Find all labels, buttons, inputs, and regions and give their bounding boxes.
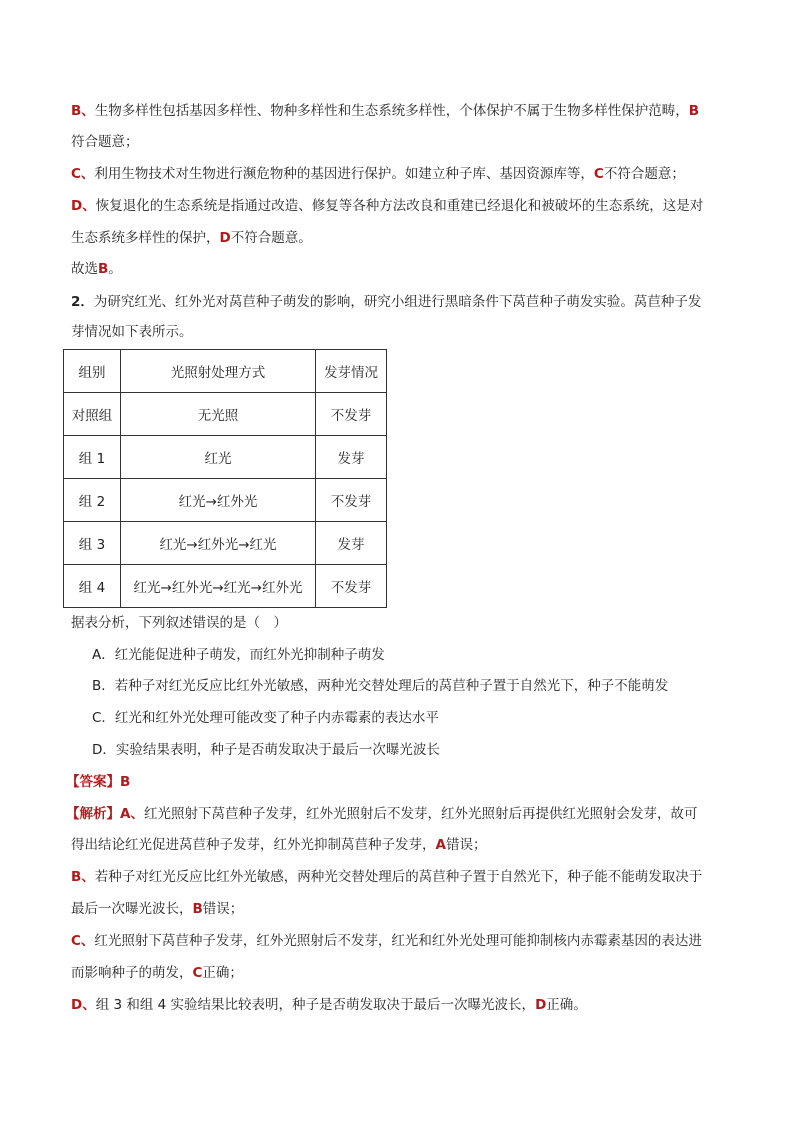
analysis-a-text-cont: 得出结论红光促进莴苣种子发芽，红外光抑制莴苣种子发芽， — [71, 837, 436, 853]
option-d-prefix: D、 — [71, 198, 96, 214]
analysis-a-prefix: A、 — [120, 806, 144, 822]
choice-d — [92, 740, 440, 760]
option-d-letter: D — [219, 230, 231, 246]
question-text: 为研究红光、红外光对莴苣种子萌发的影响，研究小组进行黑暗条件下莴苣种子萌发实验。莴苣种子发 — [93, 294, 702, 310]
choice-b-text: B．若种子对红光反应比红外光敏感，两种光交替处理后的莴苣种子置于自然光下，种子不能萌发 — [92, 678, 669, 694]
table-cell: 组 2 — [64, 479, 121, 522]
analysis-a-letter: A — [435, 837, 446, 853]
question-text-cont: 芽情况如下表所示。 — [71, 324, 193, 340]
analysis-a-text: 红光照射下莴苣种子发芽，红外光照射后不发芽，红外光照射后再提供红光照射会发芽，故可 — [143, 806, 698, 822]
analysis-label: 【解析】 — [66, 806, 120, 822]
option-b-conclusion: 符合题意； — [71, 134, 139, 150]
analysis-c-line1 — [71, 931, 702, 951]
table-cell: 无光照 — [121, 393, 316, 436]
analysis-c-verdict: 正确； — [202, 965, 243, 981]
option-c-conclusion: 不符合题意； — [603, 166, 685, 182]
choice-c — [92, 708, 439, 728]
table-cell: 红光→红外光→红光→红外光 — [121, 565, 316, 608]
table-row — [64, 436, 387, 479]
analysis-b-text: 若种子对红光反应比红外光敏感，两种光交替处理后的莴苣种子置于自然光下，种子能不能萌发取决于 — [94, 869, 703, 885]
analysis-d-verdict: 正确。 — [546, 997, 587, 1013]
analysis-c-prefix: C、 — [71, 933, 95, 949]
choice-a — [92, 645, 385, 665]
table-cell: 组 1 — [64, 436, 121, 479]
table-cell: 发芽 — [316, 436, 387, 479]
choice-d-text: D．实验结果表明，种子是否萌发取决于最后一次曝光波长 — [92, 742, 440, 758]
option-c-explanation — [71, 164, 685, 184]
choose-text: 故选 — [71, 261, 98, 277]
answer-label: 【答案】 — [66, 774, 120, 790]
analysis-d-text: 组 3 和组 4 实验结果比较表明，种子是否萌发取决于最后一次曝光波长， — [95, 997, 536, 1013]
table-cell: 红光→红外光 — [121, 479, 316, 522]
analysis-d-prefix: D、 — [71, 997, 96, 1013]
option-c-prefix: C、 — [71, 166, 95, 182]
analysis-b-verdict: 错误； — [202, 901, 244, 917]
answer-value: B — [120, 774, 131, 790]
question-number: 2． — [71, 294, 94, 310]
question-line2 — [71, 322, 193, 342]
question-stem — [71, 613, 287, 633]
option-b-explanation-line1 — [71, 101, 699, 121]
table-cell: 不发芽 — [316, 393, 387, 436]
analysis-d-letter: D — [535, 997, 547, 1013]
option-d-text: 恢复退化的生态系统是指通过改造、修复等各种方法改良和重建已经退化和被破坏的生态系统，这是对 — [95, 198, 704, 214]
analysis-c-letter: C — [192, 965, 203, 981]
germination-table — [63, 349, 387, 608]
option-b-prefix: B、 — [71, 103, 95, 119]
table-cell: 组 4 — [64, 565, 121, 608]
analysis-a-verdict: 错误； — [445, 837, 487, 853]
analysis-c-text-cont: 而影响种子的萌发， — [71, 965, 193, 981]
table-header-row — [64, 350, 387, 393]
table-cell: 组 3 — [64, 522, 121, 565]
choice-c-text: C．红光和红外光处理可能改变了种子内赤霉素的表达水平 — [92, 710, 439, 726]
choose-line — [71, 259, 122, 279]
table-row — [64, 565, 387, 608]
option-d-text-cont: 生态系统多样性的保护， — [71, 230, 220, 246]
analysis-d-line — [71, 995, 587, 1015]
choice-b — [92, 676, 668, 696]
option-d-conclusion: 不符合题意。 — [230, 230, 312, 246]
table-row — [64, 522, 387, 565]
table-cell: 对照组 — [64, 393, 121, 436]
analysis-b-prefix: B、 — [71, 869, 95, 885]
analysis-a-line2 — [71, 835, 486, 855]
option-d-explanation-line2 — [71, 228, 312, 248]
analysis-b-letter: B — [192, 901, 203, 917]
option-d-explanation-line1 — [71, 196, 703, 216]
analysis-c-line2 — [71, 963, 243, 983]
header-germination: 发芽情况 — [316, 350, 387, 393]
table-row — [64, 393, 387, 436]
question-line1 — [71, 292, 701, 312]
answer-line — [66, 772, 130, 792]
stem-text: 据表分析，下列叙述错误的是（ ） — [71, 615, 287, 631]
choose-end: 。 — [108, 261, 122, 277]
header-treatment: 光照射处理方式 — [121, 350, 316, 393]
analysis-c-text: 红光照射下莴苣种子发芽，红外光照射后不发芽，红光和红外光处理可能抑制核内赤霉素基因的表达进 — [94, 933, 702, 949]
table-cell: 不发芽 — [316, 479, 387, 522]
option-c-letter: C — [593, 166, 604, 182]
choose-letter: B — [98, 261, 109, 277]
table-cell: 不发芽 — [316, 565, 387, 608]
option-b-explanation-line2 — [71, 132, 139, 152]
option-c-text: 利用生物技术对生物进行濒危物种的基因进行保护。如建立种子库、基因资源库等， — [94, 166, 594, 182]
analysis-b-text-cont: 最后一次曝光波长， — [71, 901, 193, 917]
table-cell: 红光→红外光→红光 — [121, 522, 316, 565]
table-cell: 红光 — [121, 436, 316, 479]
analysis-b-line2 — [71, 899, 243, 919]
table-cell: 发芽 — [316, 522, 387, 565]
option-b-letter: B — [688, 103, 700, 119]
analysis-a-line1 — [66, 804, 697, 824]
table-row — [64, 479, 387, 522]
option-b-text: 生物多样性包括基因多样性、物种多样性和生态系统多样性，个体保护不属于生物多样性保护范畴， — [94, 103, 689, 119]
analysis-b-line1 — [71, 867, 702, 887]
header-group: 组别 — [64, 350, 121, 393]
choice-a-text: A．红光能促进种子萌发，而红外光抑制种子萌发 — [92, 647, 385, 663]
